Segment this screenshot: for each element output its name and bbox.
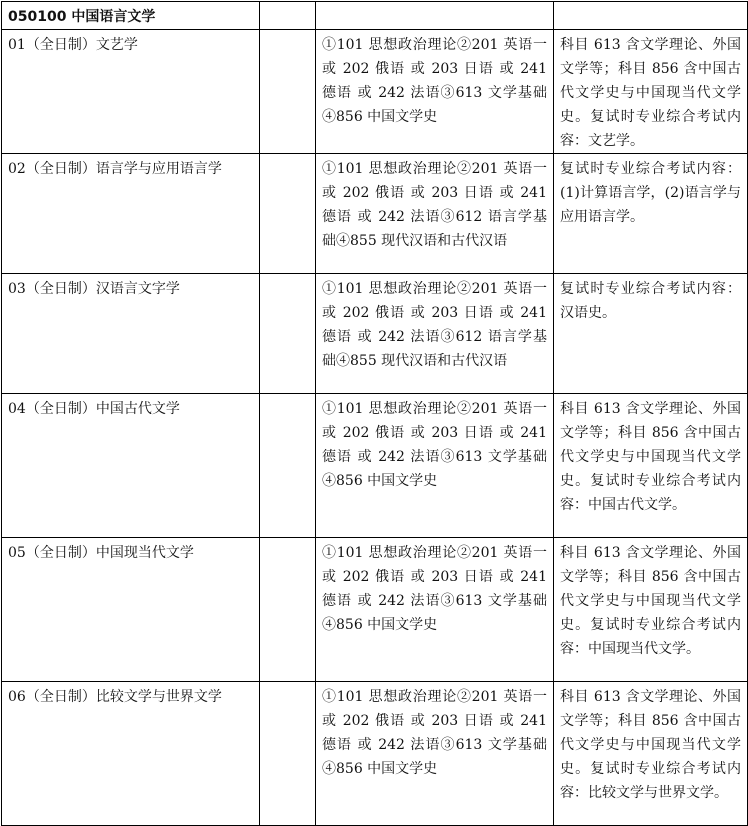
table-row: [2, 154, 748, 274]
major-header-row: [2, 2, 748, 30]
empty-header-cell: [316, 2, 554, 30]
research-direction: 02（全日制）语言学与应用语言学: [2, 154, 260, 274]
empty-cell: [260, 274, 316, 394]
research-direction: 01（全日制）文艺学: [2, 30, 260, 154]
research-direction: 05（全日制）中国现当代文学: [2, 538, 260, 682]
remarks: 科目 613 含文学理论、外国文学等；科目 856 含中国古代文学史与中国现当代文学史。复试时专业综合考试内容：中国现当代文学。: [554, 538, 748, 682]
exam-subjects: ①101 思想政治理论②201 英语一 或 202 俄语 或 203 日语 或 241 德语 或 242 法语③612 语言学基础④855 现代汉语和古代汉语: [316, 274, 554, 394]
exam-subjects: ①101 思想政治理论②201 英语一 或 202 俄语 或 203 日语 或 241 德语 或 242 法语③613 文学基础④856 中国文学史: [316, 538, 554, 682]
empty-cell: [260, 538, 316, 682]
remarks: 科目 613 含文学理论、外国文学等；科目 856 含中国古代文学史与中国现当代文学史。复试时专业综合考试内容：比较文学与世界文学。: [554, 682, 748, 826]
exam-subjects: ①101 思想政治理论②201 英语一 或 202 俄语 或 203 日语 或 241 德语 或 242 法语③612 语言学基础④855 现代汉语和古代汉语: [316, 154, 554, 274]
empty-cell: [260, 30, 316, 154]
remarks: 复试时专业综合考试内容：汉语史。: [554, 274, 748, 394]
major-code-title: 050100 中国语言文学: [2, 2, 260, 30]
empty-cell: [260, 682, 316, 826]
research-direction: 06（全日制）比较文学与世界文学: [2, 682, 260, 826]
remarks: 复试时专业综合考试内容：(1)计算语言学，(2)语言学与应用语言学。: [554, 154, 748, 274]
table-row: [2, 274, 748, 394]
empty-header-cell: [260, 2, 316, 30]
remarks: 科目 613 含文学理论、外国文学等；科目 856 含中国古代文学史与中国现当代文学史。复试时专业综合考试内容：文艺学。: [554, 30, 748, 154]
admissions-catalog-table: [1, 1, 748, 826]
table-row: [2, 682, 748, 826]
empty-cell: [260, 154, 316, 274]
remarks: 科目 613 含文学理论、外国文学等；科目 856 含中国古代文学史与中国现当代文学史。复试时专业综合考试内容：中国古代文学。: [554, 394, 748, 538]
exam-subjects: ①101 思想政治理论②201 英语一 或 202 俄语 或 203 日语 或 241 德语 或 242 法语③613 文学基础④856 中国文学史: [316, 682, 554, 826]
research-direction: 04（全日制）中国古代文学: [2, 394, 260, 538]
exam-subjects: ①101 思想政治理论②201 英语一 或 202 俄语 或 203 日语 或 241 德语 或 242 法语③613 文学基础④856 中国文学史: [316, 30, 554, 154]
empty-header-cell: [554, 2, 748, 30]
table-row: [2, 394, 748, 538]
exam-subjects: ①101 思想政治理论②201 英语一 或 202 俄语 或 203 日语 或 241 德语 或 242 法语③613 文学基础④856 中国文学史: [316, 394, 554, 538]
table-row: [2, 538, 748, 682]
table-row: [2, 30, 748, 154]
research-direction: 03（全日制）汉语言文字学: [2, 274, 260, 394]
empty-cell: [260, 394, 316, 538]
